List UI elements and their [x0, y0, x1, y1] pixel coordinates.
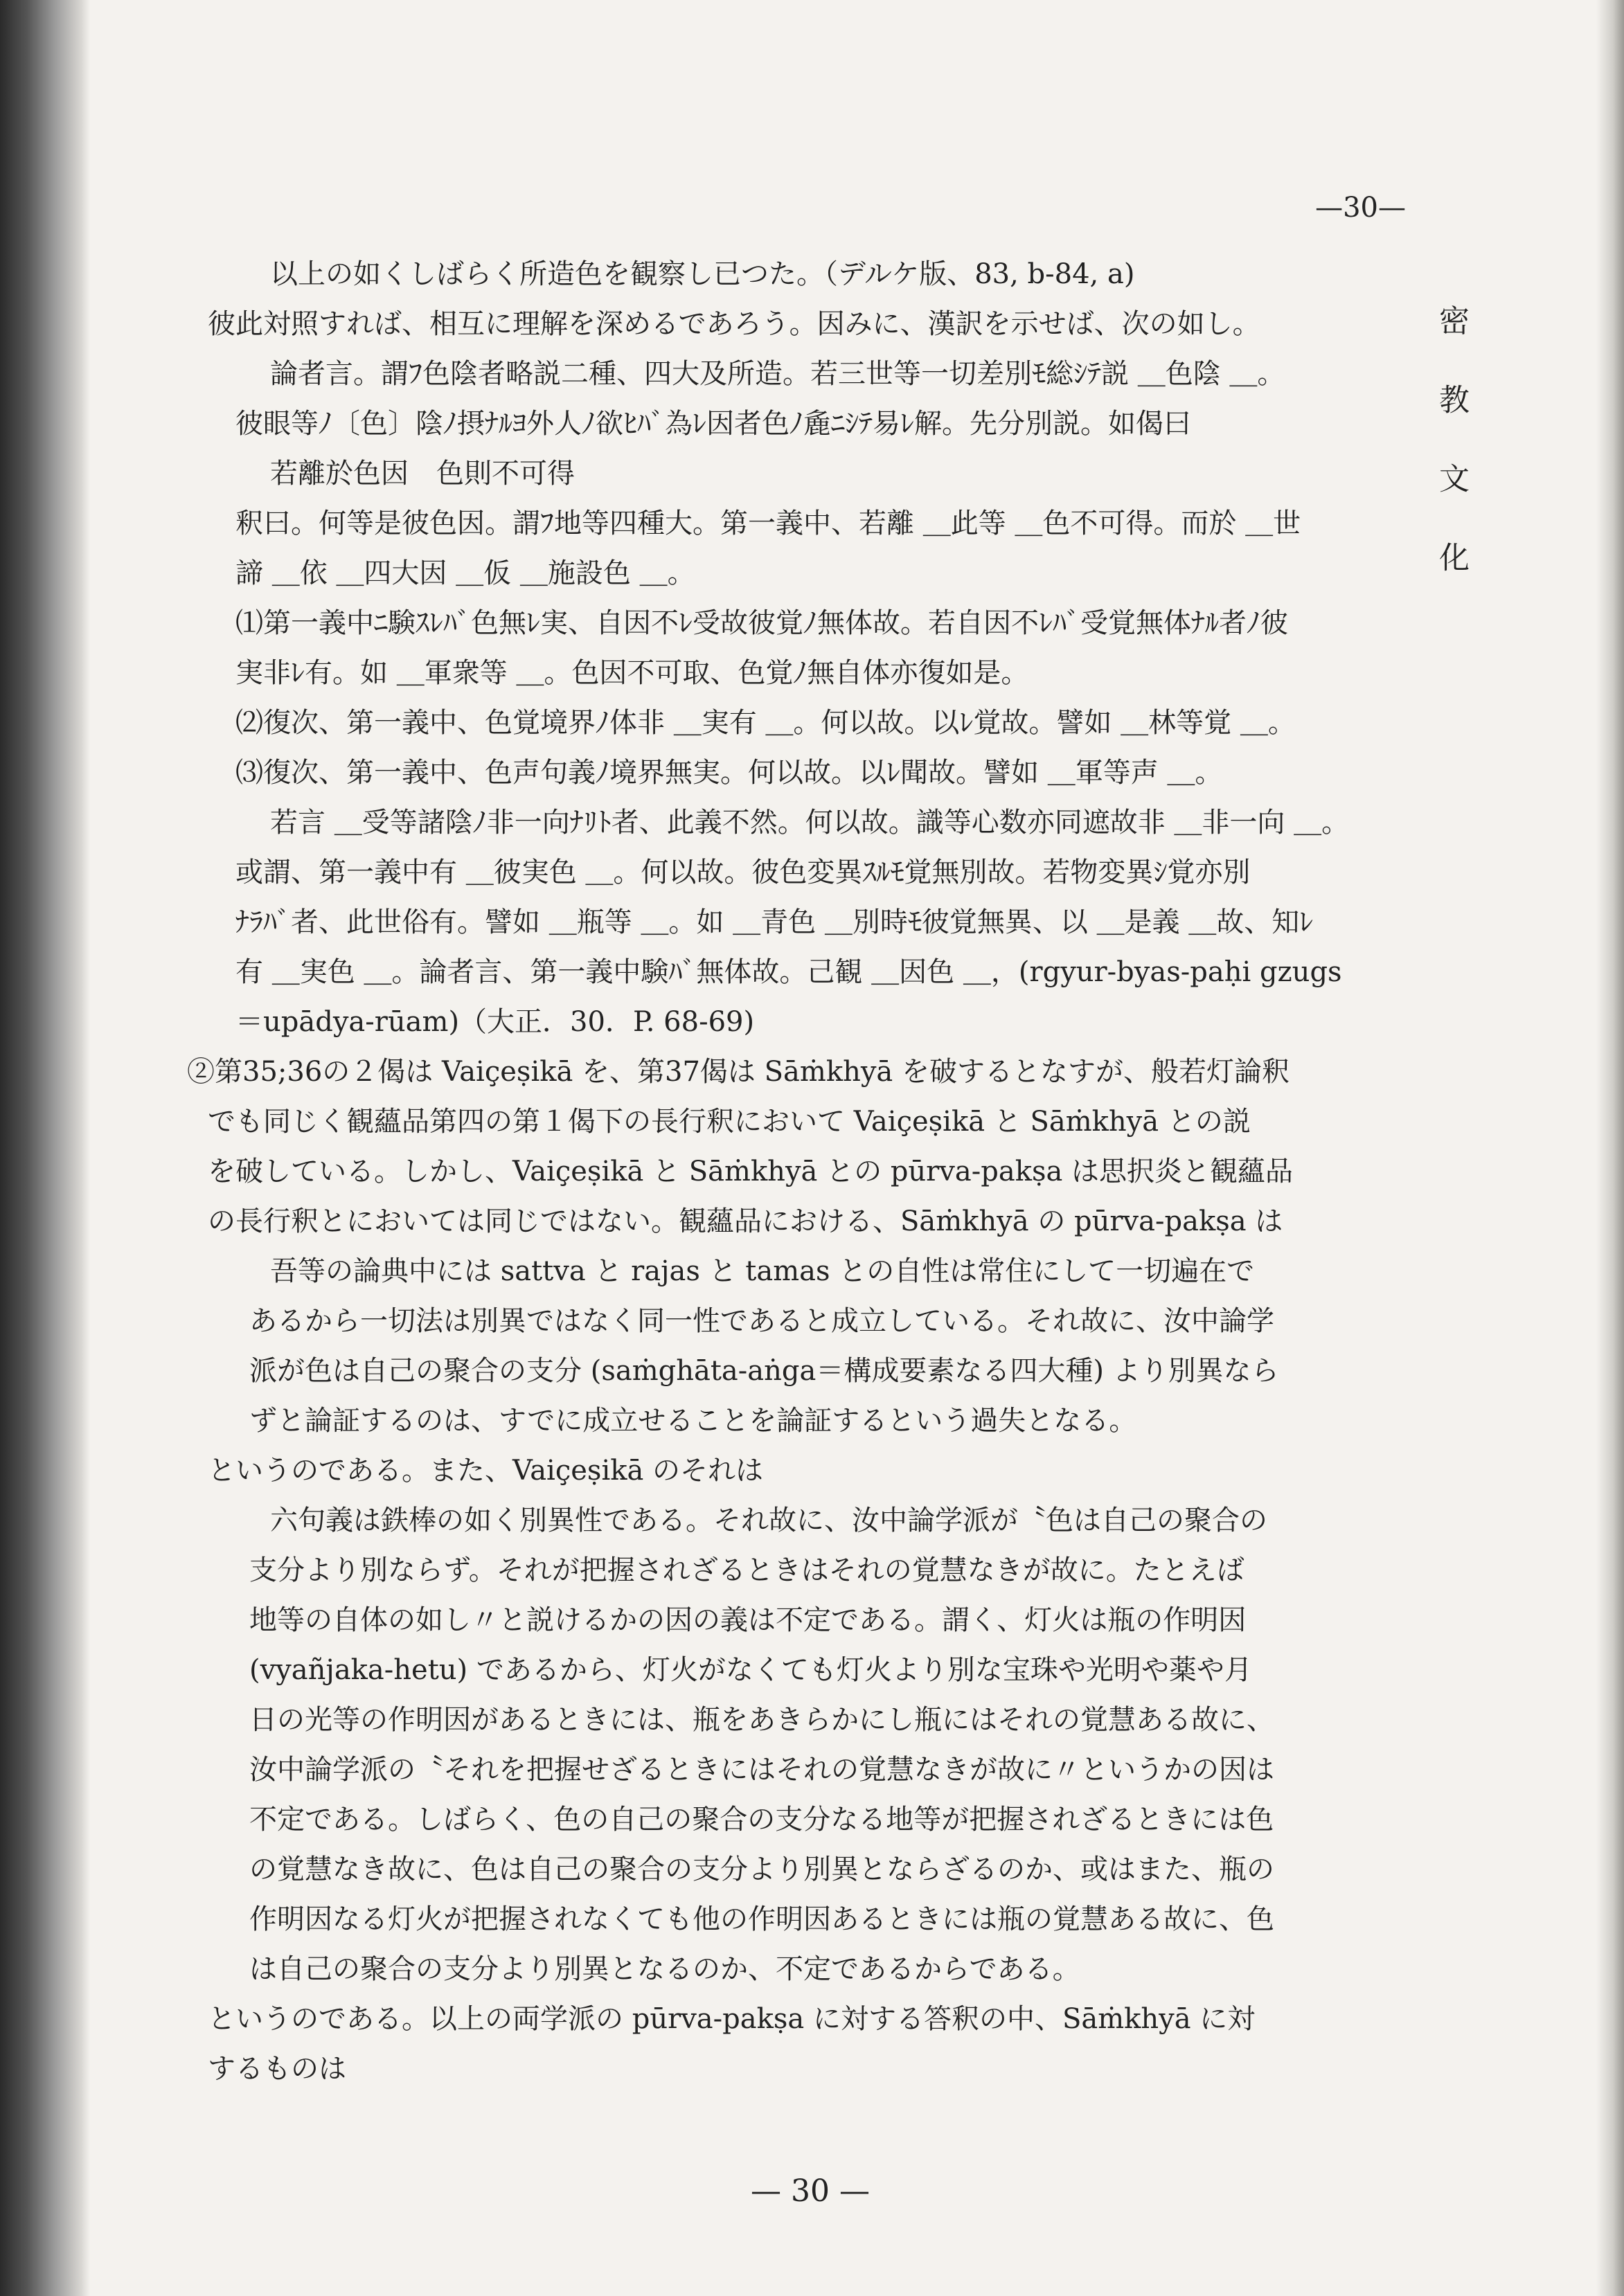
text-line: 不定である。しばらく、色の自己の聚合の支分なる地等が把握されざるときには色	[249, 1804, 1274, 1836]
page-number-bottom: — 30 —	[751, 2173, 870, 2209]
page-number-top: —30—	[1315, 192, 1406, 224]
text-line: 釈曰。何等是彼色因。謂ﾌ地等四種大。第一義中、若離 ＿此等 ＿色不可得。而於 ＿世	[235, 508, 1301, 539]
text-line: 実非ﾚ有。如 ＿軍衆等 ＿。色因不可取、色覚ﾉ無自体亦復如是。	[235, 657, 1029, 689]
text-line: を破している。しかし、Vaiçeṣikā と Sāṁkhyā との pūrva-pakṣa は思択炎と観蘊品	[208, 1156, 1294, 1187]
text-line: ⑵復次、第一義中、色覚境界ﾉ体非 ＿実有 ＿。何以故。以ﾚ覚故。譬如 ＿林等覚 ＿。	[235, 707, 1296, 739]
text-line: 以上の如くしばらく所造色を観察し已つた。（デルケ版、83, b-84, a)	[270, 258, 1135, 290]
page-body-text	[187, 249, 1399, 2112]
text-line: 諦 ＿依 ＿四大因 ＿仮 ＿施設色 ＿。	[235, 557, 695, 589]
text-line: 若離於色因 色則不可得	[270, 458, 575, 490]
text-line: ﾅﾗﾊﾞ者、此世俗有。譬如 ＿瓶等 ＿。如 ＿青色 ＿別時ﾓ彼覚無異、以 ＿是義 ＿故、知ﾚ	[235, 906, 1314, 938]
text-line: の覚慧なき故に、色は自己の聚合の支分より別異とならざるのか、或はまた、瓶の	[249, 1854, 1274, 1885]
text-line: ⑴第一義中ﾆ験ｽﾚﾊﾞ色無ﾚ実、自因不ﾚ受故彼覚ﾉ無体故。若自因不ﾚﾊﾞ受覚無体ﾅﾙ者ﾉ彼	[235, 607, 1288, 639]
journal-title-vertical: 密教文化	[1434, 305, 1469, 620]
text-line: 吾等の論典中には sattva と rajas と tamas との自性は常住にして一切遍在で	[270, 1255, 1255, 1287]
text-line: 或謂、第一義中有 ＿彼実色 ＿。何以故。彼色変異ｽﾙﾓ覚無別故。若物変異ｼ覚亦別	[235, 856, 1251, 888]
text-line: というのである。また、Vaiçeṣikā のそれは	[208, 1455, 764, 1487]
text-line: するものは	[208, 2053, 346, 2085]
text-line: 彼眼等ﾉ〔色〕陰ﾉ摂ﾅﾙﾖ外人ﾉ欲ﾋﾊﾞ為ﾚ因者色ﾉ麁ﾆｼﾃ易ﾚ解。先分別説。如偈曰	[235, 408, 1191, 440]
text-line: 日の光等の作明因があるときには、瓶をあきらかにし瓶にはそれの覚慧ある故に、	[249, 1704, 1274, 1736]
text-line: 地等の自体の如し〃と説けるかの因の義は不定である。謂く、灯火は瓶の作明因	[249, 1604, 1247, 1636]
text-line: (vyañjaka-hetu) であるから、灯火がなくても灯火より別な宝珠や光明や薬や月	[249, 1654, 1252, 1686]
text-line: ⑶復次、第一義中、色声句義ﾉ境界無実。何以故。以ﾚ聞故。譬如 ＿軍等声 ＿。	[235, 757, 1223, 789]
text-line: は自己の聚合の支分より別異となるのか、不定であるからである。	[249, 1953, 1080, 1985]
text-line: 論者言。謂ﾌ色陰者略説二種、四大及所造。若三世等一切差別ﾓ総ｼﾃ説 ＿色陰 ＿。	[270, 358, 1285, 390]
text-line: の長行釈とにおいては同じではない。観蘊品における、Sāṁkhyā の pūrva-pakṣa は	[208, 1205, 1283, 1237]
text-line: 若言 ＿受等諸陰ﾉ非一向ﾅﾘﾄ者、此義不然。何以故。識等心数亦同遮故非 ＿非一向 ＿。	[270, 807, 1350, 838]
text-line: あるから一切法は別異ではなく同一性であると成立している。それ故に、汝中論学	[249, 1305, 1274, 1337]
text-line: 彼此対照すれば、相互に理解を深めるであろう。因みに、漢訳を示せば、次の如し。	[208, 308, 1260, 340]
text-line: ずと論証するのは、すでに成立せることを論証するという過失となる。	[249, 1405, 1137, 1437]
text-line: 汝中論学派の〝それを把握せざるときにはそれの覚慧なきが故に〃というかの因は	[249, 1754, 1274, 1786]
text-line: というのである。以上の両学派の pūrva-pakṣa に対する答釈の中、Sāṁkhyā に対	[208, 2003, 1256, 2035]
text-line: 派が色は自己の聚合の支分 (saṁghāta-aṅga＝構成要素なる四大種) より別異なら	[249, 1355, 1279, 1387]
text-line: 六句義は鉄棒の如く別異性である。それ故に、汝中論学派が〝色は自己の聚合の	[270, 1505, 1267, 1536]
book-binding-shadow	[0, 0, 90, 2296]
text-line: 支分より別ならず。それが把握されざるときはそれの覚慧なきが故に。たとえば	[249, 1554, 1244, 1586]
text-line: でも同じく観蘊品第四の第１偈下の長行釈において Vaiçeṣikā と Sāṁkhyā との説	[208, 1106, 1251, 1138]
text-line: 有 ＿実色 ＿。論者言、第一義中験ﾊﾞ無体故。己観 ＿因色 ＿，(rgyur-byas-paḥi gzugs	[235, 956, 1342, 988]
text-line: 作明因なる灯火が把握されなくても他の作明因あるときには瓶の覚慧ある故に、色	[249, 1903, 1274, 1935]
text-line: ②第35;36の２偈は Vaiçeṣikā を、第37偈は Sāṁkhyā を破するとなすが、般若灯論釈	[187, 1056, 1290, 1088]
page-edge-shadow	[1596, 0, 1624, 2296]
text-line: ＝upādya-rūam)（大正．30．P. 68-69)	[235, 1006, 755, 1038]
